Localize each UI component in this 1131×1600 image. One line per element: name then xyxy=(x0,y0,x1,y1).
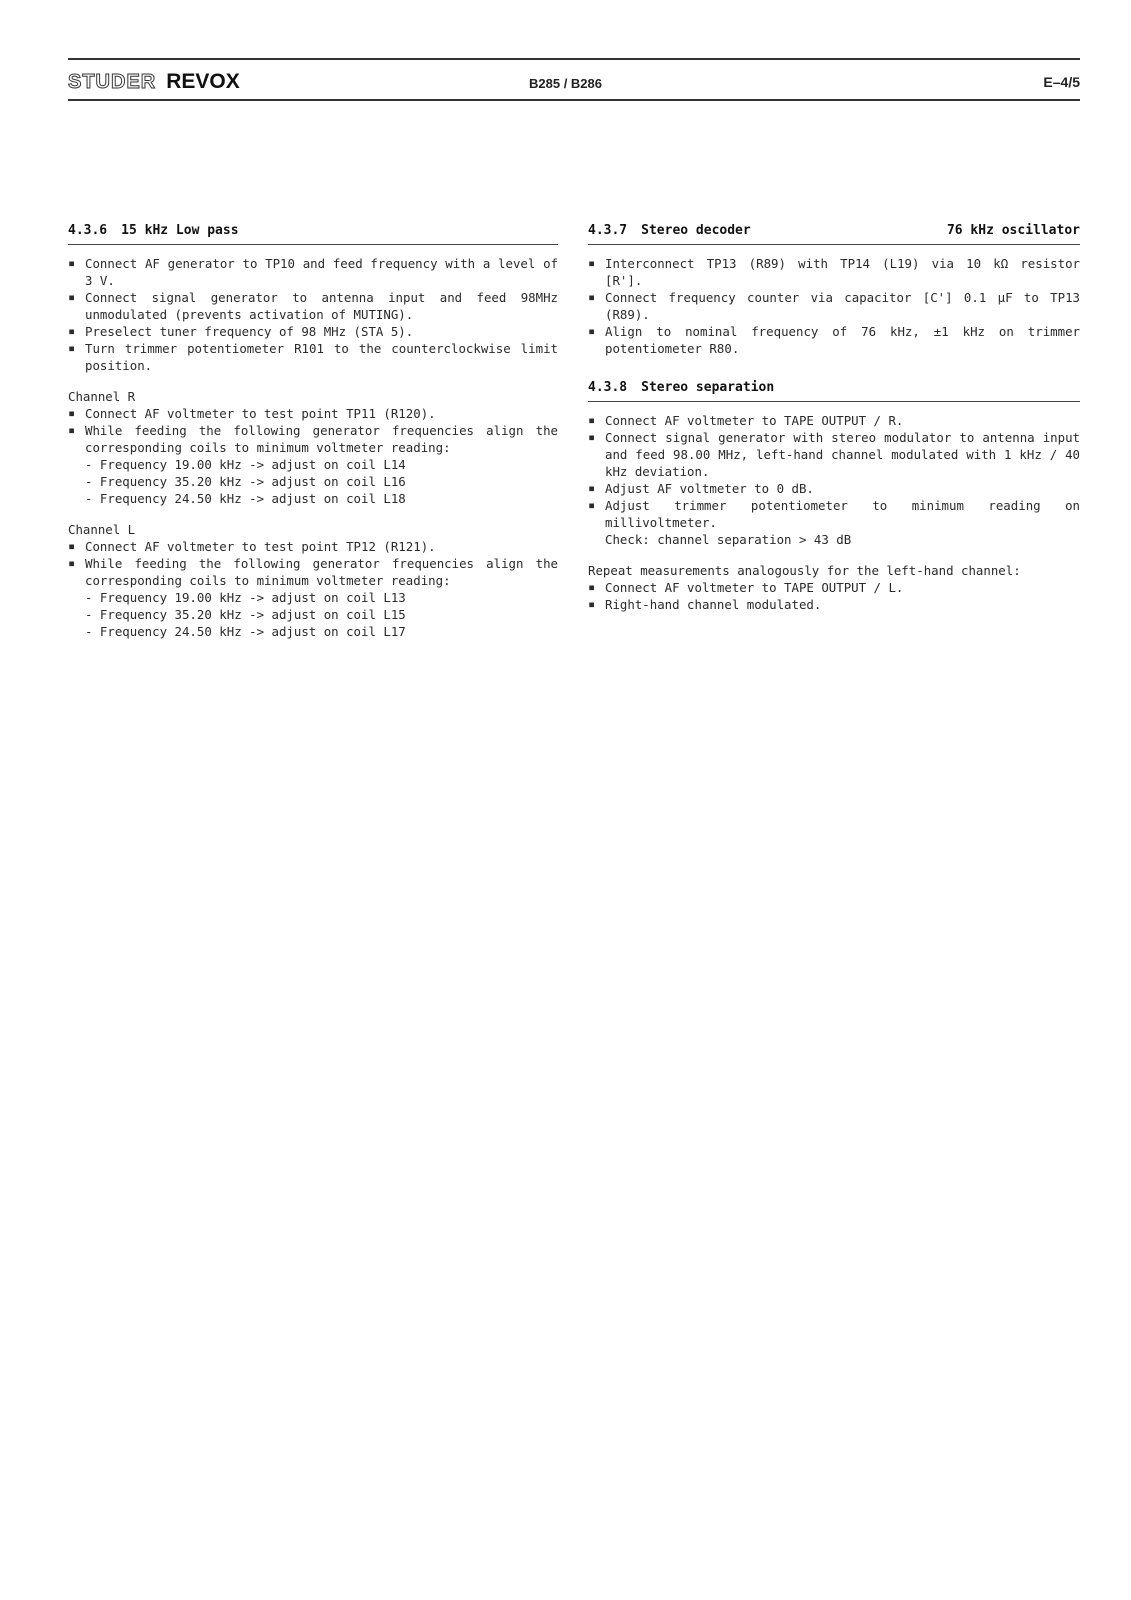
decoder-steps xyxy=(588,255,1080,357)
section-heading-438 xyxy=(588,379,1080,402)
list-item: ▪ Connect AF voltmeter to test point TP11 (R120). xyxy=(68,405,558,422)
list-item: ▪ Connect AF voltmeter to TAPE OUTPUT / L. xyxy=(588,579,1080,596)
list-item: ▪ Adjust AF voltmeter to 0 dB. xyxy=(588,480,1080,497)
list-item: ▪ While feeding the following generator frequencies align the corresponding coils to minimum voltmeter reading: xyxy=(68,422,558,456)
model-title: B285 / B286 xyxy=(529,76,602,91)
repeat-text: Repeat measurements analogously for the left-hand channel: xyxy=(588,563,1021,578)
section-heading-437 xyxy=(588,222,1080,245)
frequency-item: - Frequency 19.00 kHz -> adjust on coil L13 xyxy=(85,590,406,605)
revox-logo: REVOX xyxy=(166,70,240,93)
separation-steps xyxy=(588,412,1080,531)
lowpass-steps xyxy=(68,255,558,374)
repeat-steps xyxy=(588,579,1080,613)
list-item: ▪ Connect AF voltmeter to test point TP12 (R121). xyxy=(68,538,558,555)
frequency-item: - Frequency 24.50 kHz -> adjust on coil L17 xyxy=(85,624,406,639)
list-item: ▪ Connect AF voltmeter to TAPE OUTPUT / R. xyxy=(588,412,1080,429)
check-note: Check: channel separation > 43 dB xyxy=(605,532,852,547)
section-title: 15 kHz Low pass xyxy=(121,223,239,238)
list-item: ▪ Connect signal generator with stereo modulator to antenna input and feed 98.00 MHz, left-hand channel modulated with 1 kHz / 40 kHz deviation. xyxy=(588,429,1080,480)
frequency-item: - Frequency 35.20 kHz -> adjust on coil L15 xyxy=(85,607,406,622)
frequency-item: - Frequency 35.20 kHz -> adjust on coil L16 xyxy=(85,474,406,489)
list-item: ▪ Adjust trimmer potentiometer to minimum reading on millivoltmeter. xyxy=(588,497,1080,531)
header-bottom-rule xyxy=(68,99,1080,101)
header-top-rule xyxy=(68,58,1080,60)
section-number: 4.3.7 xyxy=(588,223,628,238)
right-column xyxy=(588,222,1080,613)
channel-r-frequencies xyxy=(68,456,558,507)
list-item: ▪ Preselect tuner frequency of 98 MHz (STA 5). xyxy=(68,323,558,340)
list-item: ▪ Connect signal generator to antenna input and feed 98MHz unmodulated (prevents activation of MUTING). xyxy=(68,289,558,323)
channel-l-frequencies xyxy=(68,589,558,640)
studer-logo: STUDER xyxy=(68,70,157,93)
channel-r-steps xyxy=(68,405,558,456)
section-heading-436 xyxy=(68,222,558,245)
list-item: ▪ Interconnect TP13 (R89) with TP14 (L19) via 10 kΩ resistor [R']. xyxy=(588,255,1080,289)
list-item: ▪ Turn trimmer potentiometer R101 to the counterclockwise limit position. xyxy=(68,340,558,374)
list-item: ▪ Align to nominal frequency of 76 kHz, ±1 kHz on trimmer potentiometer R80. xyxy=(588,323,1080,357)
list-item: ▪ While feeding the following generator frequencies align the corresponding coils to minimum voltmeter reading: xyxy=(68,555,558,589)
list-item: ▪ Connect frequency counter via capacitor [C'] 0.1 µF to TP13 (R89). xyxy=(588,289,1080,323)
list-item: ▪ Connect AF generator to TP10 and feed frequency with a level of 3 V. xyxy=(68,255,558,289)
channel-l-steps xyxy=(68,538,558,589)
section-number: 4.3.8 xyxy=(588,380,628,395)
frequency-item: - Frequency 24.50 kHz -> adjust on coil L18 xyxy=(85,491,406,506)
section-subtitle: 76 kHz oscillator xyxy=(946,223,1080,238)
page-number: E–4/5 xyxy=(1043,74,1080,90)
section-title: Stereo separation xyxy=(641,380,775,395)
section-title: Stereo decoder xyxy=(641,223,751,238)
channel-l-label: Channel L xyxy=(68,522,136,537)
section-number: 4.3.6 xyxy=(68,223,108,238)
frequency-item: - Frequency 19.00 kHz -> adjust on coil L14 xyxy=(85,457,406,472)
left-column xyxy=(68,222,558,640)
channel-r-label: Channel R xyxy=(68,389,136,404)
list-item: ▪ Right-hand channel modulated. xyxy=(588,596,1080,613)
